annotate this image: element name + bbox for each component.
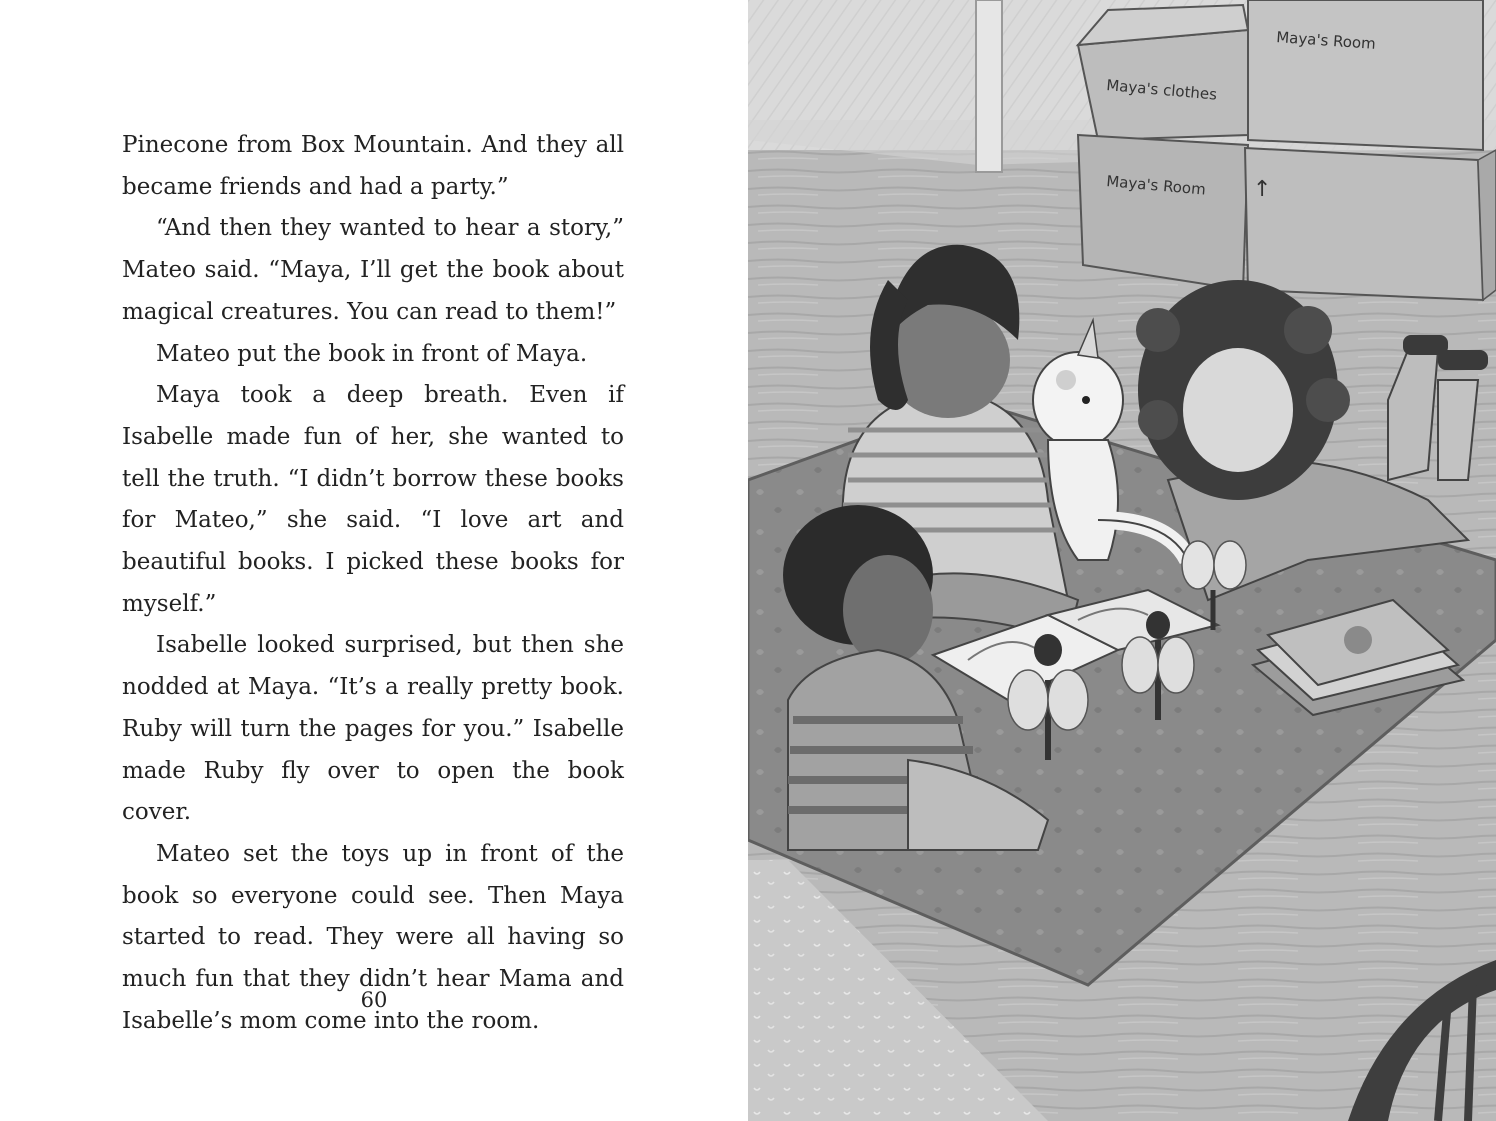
box-label-maya-room-top: Maya's Room [1275,28,1377,53]
box-label-maya-room-bottom: Maya's Room [1105,172,1207,199]
paragraph-2: “And then they wanted to hear a story,” Mateo said. “Maya, I’ll get the book about magical creatures. You can read to them!” [122,215,624,325]
paragraph-6: Mateo set the toys up in front of the book so everyone could see. Then Maya started to read. They were all having so much fun that they didn’t hear Mama and Isabelle’s mom come into the room. [122,840,624,1034]
page-number [0,988,748,1012]
paragraph-4: Maya took a deep breath. Even if Isabelle made fun of her, she wanted to tell the truth. “I didn’t borrow these books for Mateo,” she said. “I love art and beautiful books. I picked these books for myself.” [122,382,624,617]
page-number-text: 60 [360,988,388,1012]
door-frame [976,0,1002,172]
story-text [122,125,624,1042]
paragraph-5: Isabelle looked surprised, but then she nodded at Maya. “It’s a really pretty book. Ruby will turn the pages for you.” Isabelle made Ruby fly over to open the book cover. [122,632,624,826]
box-label-maya-clothes: Maya's clothes [1105,76,1218,104]
paragraph-1: Pinecone from Box Mountain. And they all became friends and had a party.” [122,132,624,200]
box-arrow: ↑ [1253,177,1272,202]
illustration [748,0,1496,1121]
paragraph-3: Mateo put the book in front of Maya. [156,340,588,367]
illustration-drawing [748,0,1496,1121]
